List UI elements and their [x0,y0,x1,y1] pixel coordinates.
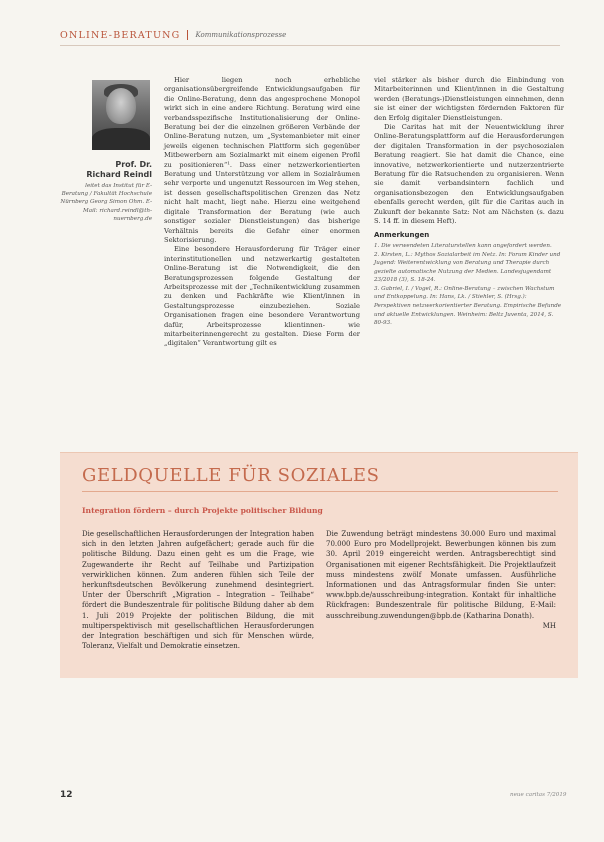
author-name-line2: Richard Reindl [86,170,152,179]
article-column-left [164,76,360,349]
article-paragraph: Eine besondere Herausforderung für Träger einer interinstitutionellen und netzwerkartig gestalteten Online-Beratung ist die Notwendigkeit, die den Beratungsprozessen folgende Gestaltung der Arbeitsprozesse mit der „Technikentwicklung zusammen zu denken und Fachkräfte wie Klient/innen in Gestaltungsprozesse einzubeziehen. Soziale Organisationen fragen eine besondere Verantwortung dafür, Arbeitsprozesse klientinnen- wie mitarbeiterinnengerecht zu gestalten. Diese Form der „digitalen“ Verantwortung gilt es [164,245,360,348]
page-number: 12 [60,790,73,800]
author-name-line1: Prof. Dr. [115,160,152,169]
footer-publication: neue caritas 7/2019 [510,792,567,798]
references-heading: Anmerkungen [374,230,430,239]
reference-item: 1. Die verwendeten Literaturstellen kann angefordert werden. [374,242,552,249]
reference-item: 3. Gabriel, I. / Vogel, R.: Online-Beratung – zwischen Wachstum und Entkoppelung. In: Hans, Lk. / Stiehler, S. (Hrsg.): Perspektiven netzwerkorientierter Beratung. Empirische Befunde und aktuelle Entwicklungen. Weinheim: Beltz Juventa, 2014, S. 80-93. [374,285,562,327]
header-rule [60,45,560,46]
page-header [60,28,560,42]
article-paragraph: viel stärker als bisher durch die Einbindung von Mitarbeiterinnen und Klient/innen in die Gestaltung werden (Beratungs-)Dienstleistungen einnehmen, denn sie ist einer der wichtigsten fördernden Faktoren für den Erfolg digitaler Dienstleistungen. [374,76,564,122]
box-signature: MH [542,621,556,630]
topic-label: Kommunikationsprozesse [195,31,287,39]
section-label: ONLINE-BERATUNG [60,29,181,41]
author-name [60,160,152,180]
box-title: GELDQUELLE FÜR SOZIALES [82,465,380,486]
funding-info-box [60,452,578,678]
header-divider [187,30,188,40]
article-column-right [374,76,564,328]
references-list [374,242,564,328]
box-right-body: Die Zuwendung beträgt mindestens 30.000 Euro und maximal 70.000 Euro pro Modellprojekt. Bewerbungen können bis zum 30. April 2019 eingereicht werden. Antragsberechtigt sind Organisationen mit eigener Rechtsfähigkeit. Die Projektlaufzeit muss mindestens zwölf Monate umfassen. Ausführliche Informationen und das Antragsformular finden Sie unter: www.bpb.de/ausschreibung-integration. Kontakt für inhaltliche Rückfragen: Bundeszentrale für politische Bildung, E-Mail: ausschreibung.zuwendungen@bpb.de (Katharina Donath). [326,530,556,620]
article-paragraph: Hier liegen noch erhebliche organisationsübergreifende Entwicklungsaufgaben für die Online-Beratung, denn das angesprochene Monopol wirkt sich in eine andere Richtung. Beratung wird eine verbandsspezifische Institutionalisierung der Online-Beratung bei der die einzelnen größeren Verbände der Online-Beratung nutzen, um „Systemanbieter mit einer jeweils eigenen technischen Plattform sich gegenüber Mitbewerbern am Sozialmarkt mit einem eigenen Profil zu positionieren“¹. Dass einer netzwerkorientierten Beratung und Unterstützung vor allem in Sozialräumen sehr verporte und ungenutzt Ressourcen im Weg stehen, ist dessen gesellschaftspolitischen Grenzen das Netz nicht halt macht, liegt nahe. Hierzu eine weitgehend digitale Transformation der Beratung (wie auch sonstiger sozialer Dienstleistungen) das bisherige Verhältnis bereits die Gefahr einer enormen Sektorisierung. [164,76,360,244]
box-text-right [326,529,556,631]
box-divider [82,491,558,492]
box-subtitle: Integration fördern – durch Projekte politischer Bildung [82,506,323,515]
author-photo [92,80,150,150]
box-text-left: Die gesellschaftlichen Herausforderungen der Integration haben sich in den letzten Jahren aufgefächert; gerade auch für die politische Bildung. Dazu einen geht es um die Frage, wie Zugewanderte ihr Recht auf Teilhabe und Partizipation verwirklichen können. Zum anderen fühlen sich Teile der herkunftsdeutschen Bevölkerung zunehmend desintegriert. Unter der Überschrift „Migration – Integration – Teilhabe“ fördert die Bundeszentrale für politische Bildung daher ab dem 1. Juli 2019 Projekte der politischen Bildung, die mit multiperspektivisch mit gesellschaftlichen Herausforderungen der Integration beschäftigen und sich für Menschen würde, Toleranz, Vielfalt und Demokratie einsetzen. [82,530,314,651]
article-paragraph: Die Caritas hat mit der Neuentwicklung ihrer Online-Beratungsplattform auf die Herausforderungen der digitalen Transformation in der psychosozialen Beratung reagiert. Sie hat damit die Chance, eine innovative, netzwerkorientierte und nutzerzentrierte Beratung für die Ratsuchenden zu organisieren. Wenn sie damit verbandsintern fachlich und organisationsbezogen den Entwicklungsaufgaben ebenfalls gerecht werden, gilt für die Caritas auch in Zukunft der bekannte Satz: Not am Nächsten (s. dazu S. 14 ff. in diesem Heft). [374,123,564,226]
reference-item: 2. Kirsten, L.: Mythos Sozialarbeit im Netz. In: Forum Kinder und Jugend: Weiterentwicklung von Beratung und Therapie durch gezielte automatische Nutzung der Medien. Landesjugendamt 23/2018 (3), S. 18-24. [374,251,561,284]
author-bio: leitet das Institut für E-Beratung / Fakultät Hochschule Nürnberg Georg Simon Ohm. E-Mail: richard.reindl@th-nuernberg.de [60,183,152,222]
